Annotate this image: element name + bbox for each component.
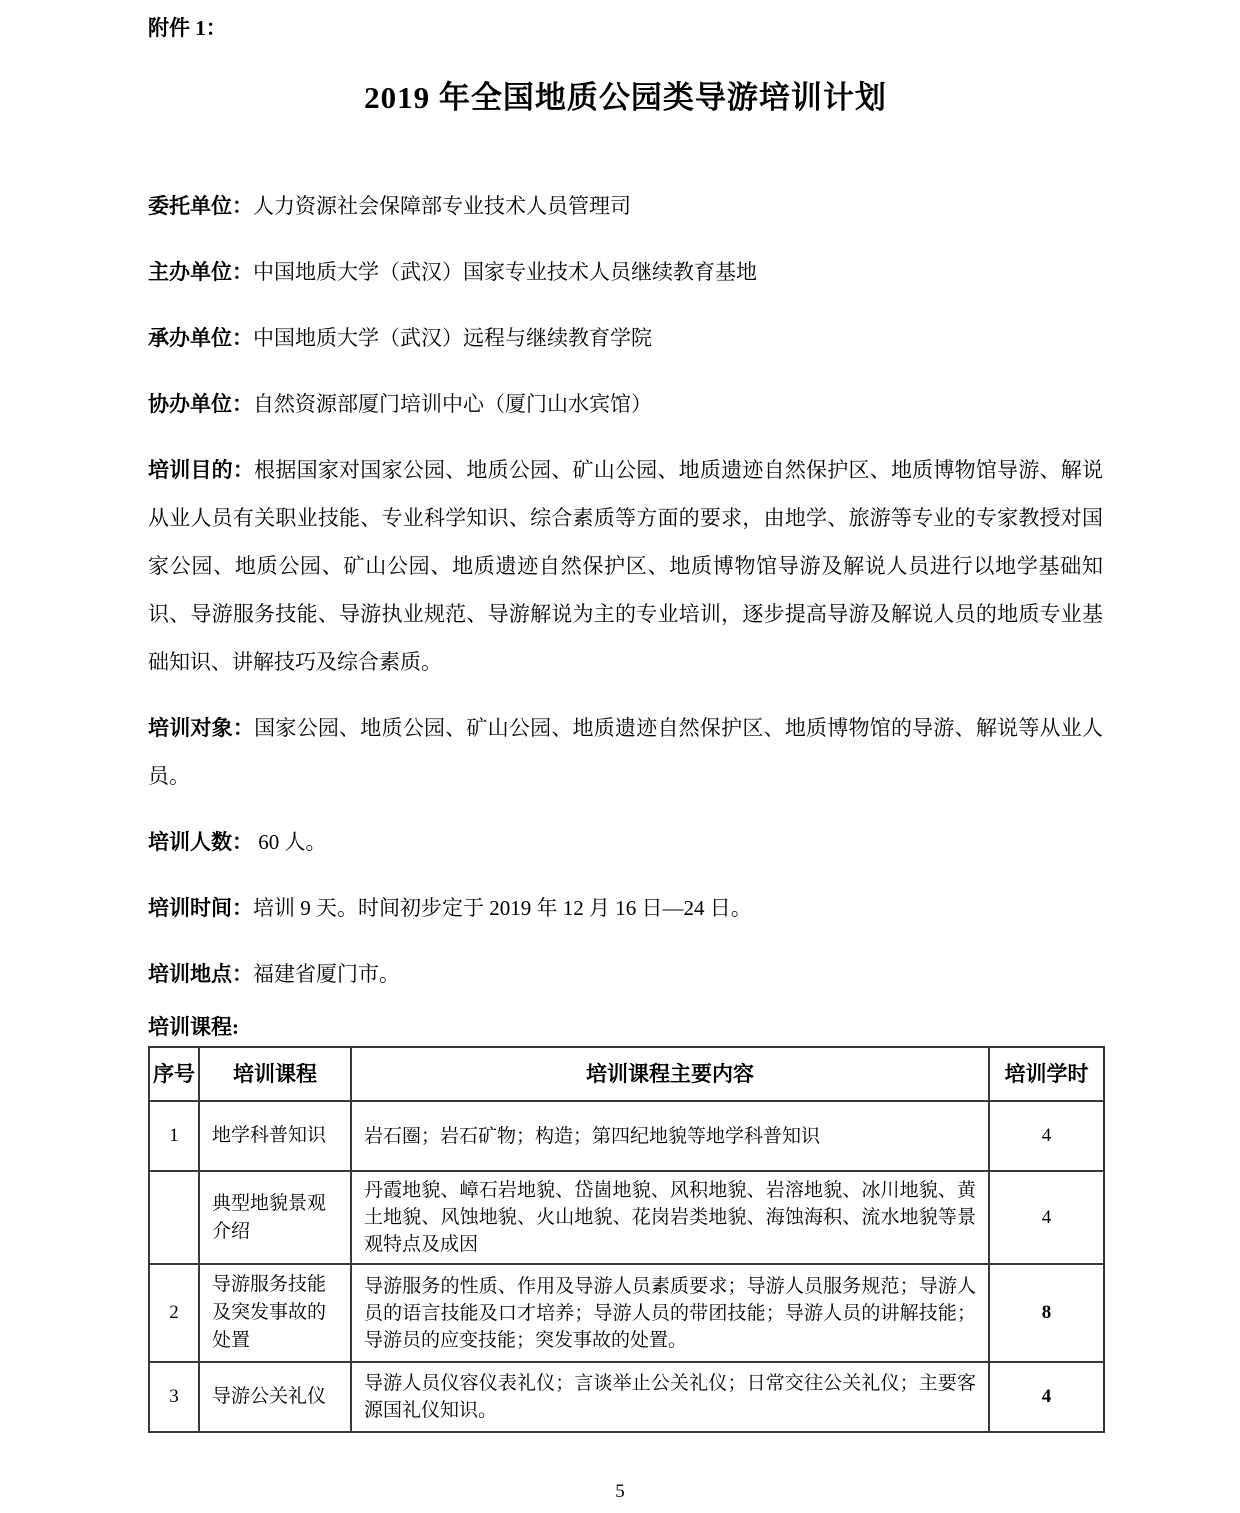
paragraph-label: 培训地点： — [148, 962, 253, 986]
paragraph-label: 培训目的： — [148, 458, 255, 482]
paragraph-label: 主办单位： — [148, 260, 253, 284]
paragraph-label: 协办单位： — [148, 392, 253, 416]
cell-no — [149, 1171, 199, 1264]
paragraph-entrusting-unit — [148, 182, 1103, 230]
table-row — [149, 1362, 1104, 1432]
cell-hours: 8 — [989, 1264, 1104, 1362]
cell-course: 典型地貌景观介绍 — [199, 1171, 351, 1264]
cell-no: 3 — [149, 1362, 199, 1432]
paragraph-label: 培训人数： — [148, 830, 253, 854]
cell-content: 丹霞地貌、嶂石岩地貌、岱崮地貌、风积地貌、岩溶地貌、冰川地貌、黄土地貌、风蚀地貌、火山地貌、花岗岩类地貌、海蚀海积、流水地貌等景观特点及成因 — [351, 1171, 989, 1264]
paragraph-organizer-unit — [148, 314, 1103, 362]
paragraph-text: 国家公园、地质公园、矿山公园、地质遗迹自然保护区、地质博物馆的导游、解说等从业人员。 — [148, 716, 1104, 788]
paragraph-training-time — [148, 884, 1103, 932]
course-table — [148, 1046, 1105, 1433]
paragraph-text: 培训 9 天。时间初步定于 2019 年 12 月 16 日—24 日。 — [253, 896, 752, 920]
paragraph-text: 人力资源社会保障部专业技术人员管理司 — [253, 194, 631, 218]
table-header-row — [149, 1047, 1104, 1101]
paragraph-label: 委托单位： — [148, 194, 253, 218]
paragraph-training-purpose — [148, 446, 1103, 686]
paragraph-label: 培训时间： — [148, 896, 253, 920]
column-header-course: 培训课程 — [199, 1047, 351, 1101]
cell-course: 地学科普知识 — [199, 1101, 351, 1171]
table-row — [149, 1264, 1104, 1362]
paragraph-text: 福建省厦门市。 — [253, 962, 400, 986]
cell-course: 导游服务技能及突发事故的处置 — [199, 1264, 351, 1362]
paragraph-training-location — [148, 950, 1103, 998]
column-header-hours: 培训学时 — [989, 1047, 1104, 1101]
table-row — [149, 1101, 1104, 1171]
paragraph-text: 60 人。 — [253, 830, 327, 854]
table-row — [149, 1171, 1104, 1264]
cell-no: 2 — [149, 1264, 199, 1362]
cell-content: 导游人员仪容仪表礼仪；言谈举止公关礼仪；日常交往公关礼仪；主要客源国礼仪知识。 — [351, 1362, 989, 1432]
cell-content: 导游服务的性质、作用及导游人员素质要求；导游人员服务规范；导游人员的语言技能及口才培养；导游人员的带团技能；导游人员的讲解技能；导游员的应变技能；突发事故的处置。 — [351, 1264, 989, 1362]
paragraph-text: 中国地质大学（武汉）远程与继续教育学院 — [253, 326, 652, 350]
cell-content: 岩石圈；岩石矿物；构造；第四纪地貌等地学科普知识 — [351, 1101, 989, 1171]
paragraph-text: 中国地质大学（武汉）国家专业技术人员继续教育基地 — [253, 260, 757, 284]
attachment-label: 附件 1： — [148, 16, 227, 40]
course-section-label: 培训课程: — [148, 1015, 239, 1039]
page-number: 5 — [615, 1481, 625, 1502]
paragraph-label: 培训对象： — [148, 716, 255, 740]
column-header-content: 培训课程主要内容 — [351, 1047, 989, 1101]
paragraph-co-organizer-unit — [148, 380, 1103, 428]
cell-no: 1 — [149, 1101, 199, 1171]
paragraph-host-unit — [148, 248, 1103, 296]
paragraph-trainee-count — [148, 818, 1103, 866]
cell-course: 导游公关礼仪 — [199, 1362, 351, 1432]
cell-hours: 4 — [989, 1101, 1104, 1171]
cell-hours: 4 — [989, 1362, 1104, 1432]
cell-hours: 4 — [989, 1171, 1104, 1264]
paragraph-label: 承办单位： — [148, 326, 253, 350]
paragraph-training-target — [148, 704, 1103, 800]
page-title: 2019 年全国地质公园类导游培训计划 — [364, 80, 887, 115]
column-header-no: 序号 — [149, 1047, 199, 1101]
paragraph-text: 根据国家对国家公园、地质公园、矿山公园、地质遗迹自然保护区、地质博物馆导游、解说从业人员有关职业技能、专业科学知识、综合素质等方面的要求，由地学、旅游等专业的专家教授对国家公园、地质公园、矿山公园、地质遗迹自然保护区、地质博物馆导游及解说人员进行以地学基础知识、导游服务技能、导游执业规范、导游解说为主的专业培训，逐步提高导游及解说人员的地质专业基础知识、讲解技巧及综合素质。 — [148, 458, 1104, 674]
paragraph-text: 自然资源部厦门培训中心（厦门山水宾馆） — [253, 392, 652, 416]
